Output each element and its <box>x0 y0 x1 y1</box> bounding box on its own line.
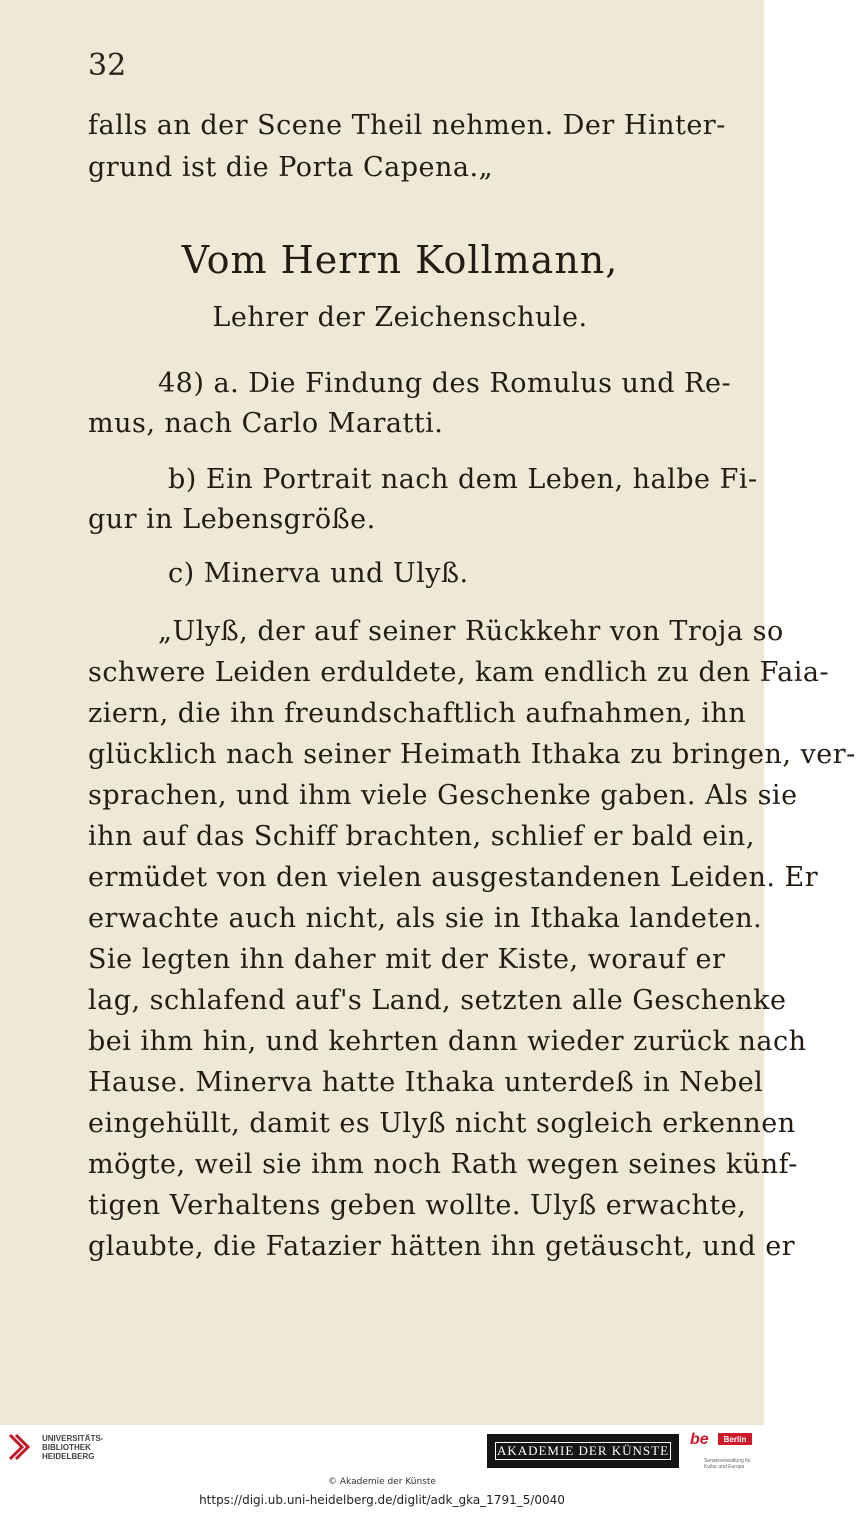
text-line: sprachen, und ihm viele Geschenke gaben. Als sie <box>88 780 798 811</box>
text-line: erwachte auch nicht, als sie in Ithaka landeten. <box>88 903 763 934</box>
university-library-label[interactable] <box>42 1434 103 1461</box>
text-line: mus, nach Carlo Maratti. <box>88 408 444 439</box>
text-line: glücklich nach seiner Heimath Ithaka zu bringen, ver- <box>88 739 856 770</box>
section-heading: Vom Herrn Kollmann, <box>181 238 619 282</box>
berlin-senate-label: Senatsverwaltung für Kultur und Europa <box>704 1458 751 1470</box>
text-line: b) Ein Portrait nach dem Leben, halbe Fi- <box>168 464 758 495</box>
akademie-der-kuenste-logo[interactable] <box>487 1434 679 1468</box>
ub-line: UNIVERSITÄTS- <box>42 1434 104 1443</box>
text-line: lag, schlafend auf's Land, setzten alle Geschenke <box>88 985 787 1016</box>
text-line: schwere Leiden erduldete, kam endlich zu den Faia- <box>88 657 830 688</box>
berlin-logo-box[interactable]: Berlin <box>718 1433 752 1445</box>
text-line: Hause. Minerva hatte Ithaka unterdeß in Nebel <box>88 1067 764 1098</box>
ub-line: HEIDELBERG <box>42 1452 95 1461</box>
copyright-notice: © Akademie der Künste <box>328 1477 436 1487</box>
text-line: Sie legten ihn daher mit der Kiste, worauf er <box>88 944 726 975</box>
page-number: 32 <box>88 48 127 83</box>
text-line: c) Minerva und Ulyß. <box>168 558 469 589</box>
permalink-url[interactable]: https://digi.ub.uni-heidelberg.de/diglit/adk_gka_1791_5/0040 <box>199 1493 565 1507</box>
text-line: tigen Verhaltens geben wollte. Ulyß erwachte, <box>88 1190 747 1221</box>
text-line: eingehüllt, damit es Ulyß nicht sogleich erkennen <box>88 1108 796 1139</box>
text-line: gur in Lebensgröße. <box>88 504 376 535</box>
section-subheading: Lehrer der Zeichenschule. <box>212 302 588 333</box>
text-line: falls an der Scene Theil nehmen. Der Hinter- <box>88 110 726 141</box>
text-line: glaubte, die Fatazier hätten ihn getäuscht, und er <box>88 1231 796 1262</box>
university-library-logo-icon[interactable] <box>8 1431 36 1465</box>
adk-label: AKADEMIE DER KÜNSTE <box>496 1443 670 1458</box>
text-line: „Ulyß, der auf seiner Rückkehr von Troja so <box>158 616 784 647</box>
text-line: mögte, weil sie ihm noch Rath wegen seines künf- <box>88 1149 798 1180</box>
text-line: grund ist die Porta Capena.„ <box>88 152 494 183</box>
text-line: bei ihm hin, und kehrten dann wieder zurück nach <box>88 1026 807 1057</box>
text-line: 48) a. Die Findung des Romulus und Re- <box>158 368 732 399</box>
berlin-be-logo[interactable]: be <box>690 1431 709 1448</box>
text-line: ziern, die ihn freundschaftlich aufnahmen, ihn <box>88 698 747 729</box>
text-line: ihn auf das Schiff brachten, schlief er bald ein, <box>88 821 755 852</box>
ub-line: BIBLIOTHEK <box>42 1443 91 1452</box>
text-line: ermüdet von den vielen ausgestandenen Leiden. Er <box>88 862 819 893</box>
